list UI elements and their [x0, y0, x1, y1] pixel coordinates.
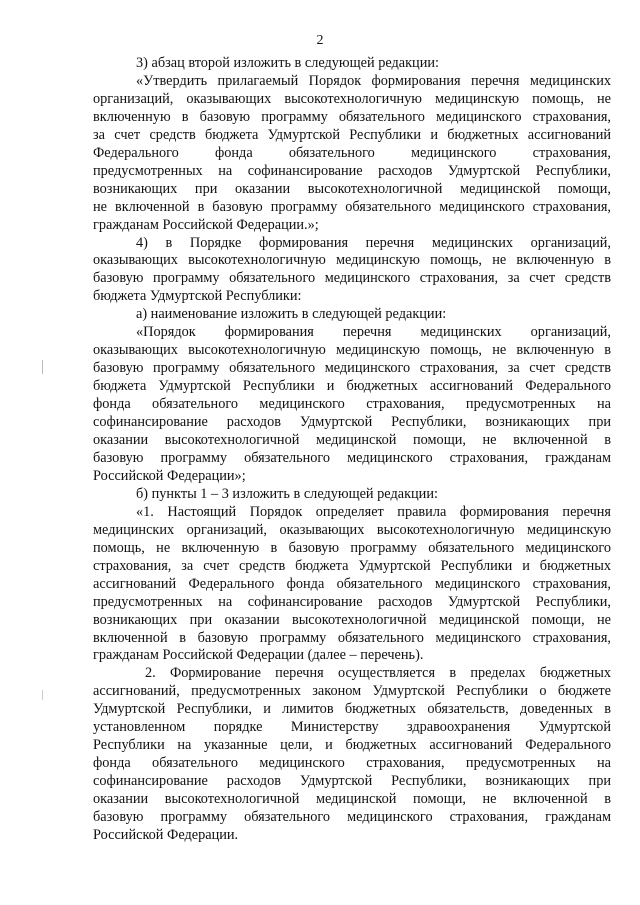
text-line: предусмотренных на софинансирование расходов Удмуртской Республики,	[93, 162, 611, 179]
text-line: возникающих при оказании высокотехнологичной медицинской помощи,	[93, 180, 611, 197]
text-line: организаций, оказывающих высокотехнологичную медицинскую помощь, не	[93, 90, 611, 107]
text-line: оказании высокотехнологичной медицинской помощи, не включенной в	[93, 791, 611, 808]
text-line: Республики на указанные цели, и бюджетных ассигнований Федерального	[93, 737, 611, 754]
text-line: базовую программу обязательного медицинского страхования, за счет средств	[93, 270, 611, 287]
margin-mark	[42, 360, 43, 374]
text-line: включенной в базовую программу обязательного медицинского страхования,	[93, 629, 611, 646]
paragraph-point-1	[93, 504, 611, 666]
text-line: за счет средств бюджета Удмуртской Республики и бюджетных ассигнований	[93, 126, 611, 143]
text-line: «Порядок формирования перечня медицинских организаций,	[136, 324, 611, 341]
text-line: гражданам Российской Федерации (далее – перечень).	[93, 647, 424, 664]
text-line: включенную в базовую программу обязательного медицинского страхования,	[93, 108, 611, 125]
text-line: оказывающих высокотехнологичную медицинскую помощь, не включенную в	[93, 342, 611, 359]
text-line: ассигнований, предусмотренных законом Удмуртской Республики о бюджете	[93, 683, 611, 700]
text-line: гражданам Российской Федерации.»;	[93, 216, 319, 233]
paragraph-subitem-b	[93, 486, 611, 504]
text-line: бюджета Удмуртской Республики:	[93, 288, 302, 305]
text-line: базовую программу обязательного медицинского страхования, гражданам	[93, 809, 611, 826]
paragraph-subitem-a	[93, 306, 611, 324]
text-line: б) пункты 1 – 3 изложить в следующей редакции:	[136, 485, 438, 502]
text-line: базовую программу обязательного медицинского страхования, гражданам	[93, 449, 611, 466]
text-line: установленном порядке Министерству здравоохранения Удмуртской	[93, 719, 611, 736]
text-line: ассигнований Федерального фонда обязательного медицинского страхования,	[93, 575, 611, 592]
text-line: оказании высокотехнологичной медицинской помощи, не включенной в	[93, 432, 611, 449]
paragraph-point-2	[93, 665, 611, 845]
text-line: 4) в Порядке формирования перечня медицинских организаций,	[136, 234, 611, 251]
text-line: «Утвердить прилагаемый Порядок формирования перечня медицинских	[136, 72, 611, 89]
paragraph-item-4	[93, 235, 611, 307]
text-line: Удмуртской Республики, и лимитов бюджетных обязательств, доведенных в	[93, 701, 611, 718]
page-number: 2	[316, 33, 324, 48]
paragraph-item-3	[93, 55, 611, 73]
text-line: фонда обязательного медицинского страхования, предусмотренных на	[93, 755, 611, 772]
text-line: а) наименование изложить в следующей редакции:	[136, 306, 447, 323]
text-line: фонда обязательного медицинского страхования, предусмотренных на	[93, 396, 611, 413]
paragraph-quote-title	[93, 324, 611, 486]
text-line: софинансирование расходов Удмуртской Республики, возникающих при	[93, 414, 611, 431]
text-line: софинансирование расходов Удмуртской Республики, возникающих при	[93, 773, 611, 790]
text-line: Российской Федерации»;	[93, 467, 246, 484]
text-line: предусмотренных на софинансирование расходов Удмуртской Республики,	[93, 593, 611, 610]
text-line: Федерального фонда обязательного медицинского страхования,	[93, 144, 611, 161]
text-line: помощь, не включенную в базовую программу обязательного медицинского	[93, 539, 611, 556]
text-line: не включенной в базовую программу обязательного медицинского страхования,	[93, 198, 611, 215]
text-line: 3) абзац второй изложить в следующей редакции:	[136, 55, 439, 71]
text-line: медицинских организаций, оказывающих высокотехнологичную медицинскую	[93, 521, 611, 538]
text-line: оказывающих высокотехнологичную медицинскую помощь, не включенную в	[93, 252, 611, 269]
text-line: базовую программу обязательного медицинского страхования, за счет средств	[93, 360, 611, 377]
text-line: бюджета Удмуртской Республики и бюджетных ассигнований Федерального	[93, 378, 611, 395]
text-line: Российской Федерации.	[93, 826, 239, 843]
margin-mark	[42, 690, 43, 700]
text-line: «1. Настоящий Порядок определяет правила формирования перечня	[136, 503, 611, 520]
text-line: страхования, за счет средств бюджета Удмуртской Республики и бюджетных	[93, 557, 611, 574]
text-line: возникающих при оказании высокотехнологичной медицинской помощи, не	[93, 611, 611, 628]
paragraph-quote-approve	[93, 73, 611, 235]
document-body	[93, 55, 611, 845]
text-line: 2. Формирование перечня осуществляется в пределах бюджетных	[145, 665, 611, 682]
